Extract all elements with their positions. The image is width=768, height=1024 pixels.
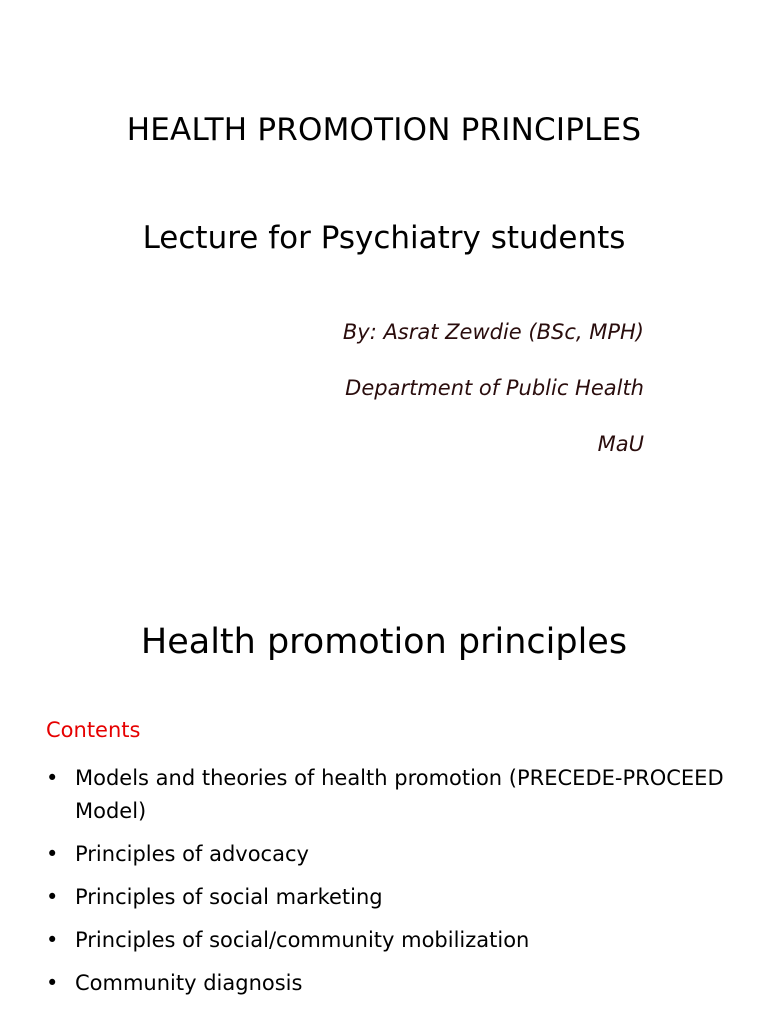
bullet-icon: • xyxy=(46,971,59,995)
slide-title: HEALTH PROMOTION PRINCIPLES xyxy=(126,112,642,148)
list-item xyxy=(46,838,726,871)
list-item-text: Principles of social marketing xyxy=(75,885,383,909)
list-item xyxy=(46,924,726,957)
department-line: Department of Public Health xyxy=(345,376,644,400)
bullet-icon: • xyxy=(46,842,59,866)
list-item xyxy=(46,762,726,828)
list-item-text: Community diagnosis xyxy=(75,971,303,995)
bullet-icon: • xyxy=(46,885,59,909)
contents-slide-title: Health promotion principles xyxy=(140,622,628,662)
contents-slide xyxy=(0,560,768,1024)
list-item xyxy=(46,881,726,914)
list-item-text: Principles of social/community mobilization xyxy=(75,928,530,952)
slide-subtitle: Lecture for Psychiatry students xyxy=(142,220,626,256)
bullet-icon: • xyxy=(46,766,59,790)
contents-list xyxy=(46,762,726,1010)
list-item-text: Models and theories of health promotion (PRECEDE-PROCEED Model) xyxy=(75,766,724,823)
institution-line: MaU xyxy=(597,432,644,456)
author-line: By: Asrat Zewdie (BSc, MPH) xyxy=(342,320,644,344)
list-item-text: Principles of advocacy xyxy=(75,842,309,866)
bullet-icon: • xyxy=(46,928,59,952)
list-item xyxy=(46,967,726,1000)
contents-heading: Contents xyxy=(46,718,141,742)
